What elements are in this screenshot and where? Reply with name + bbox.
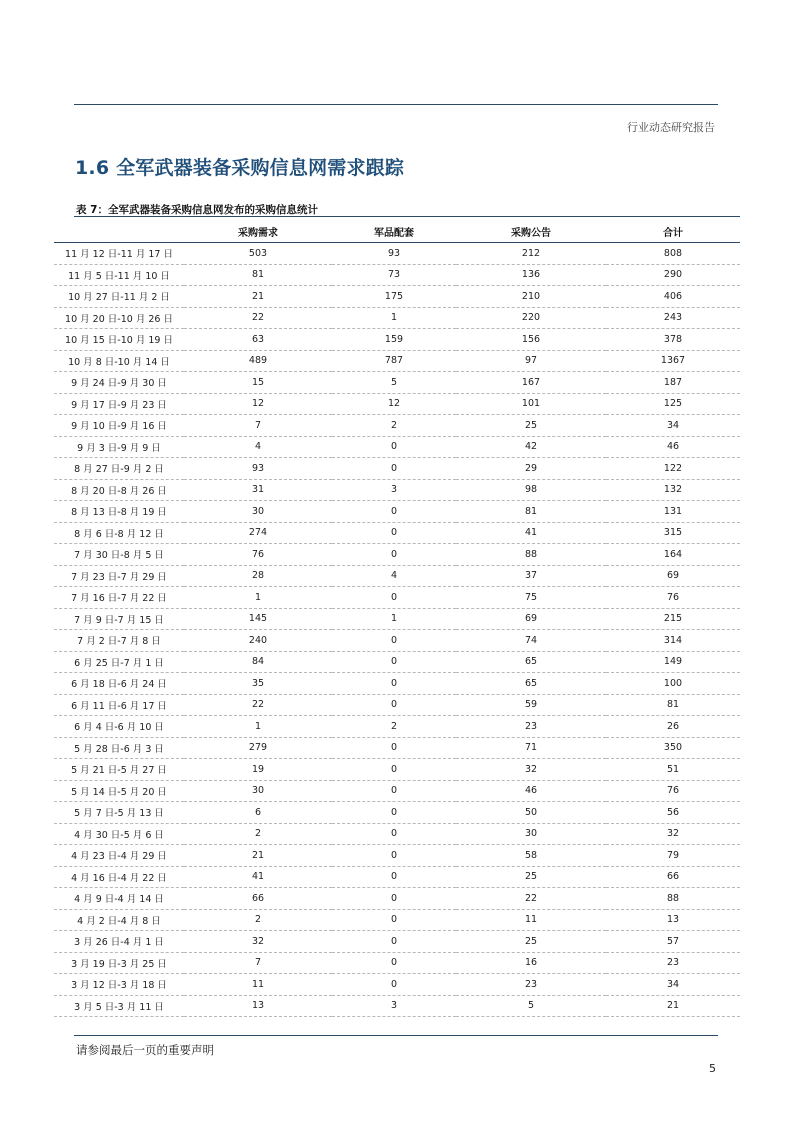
period-cell: 6 月 18 日-6 月 24 日 bbox=[54, 673, 184, 695]
announcement-cell: 25 bbox=[456, 415, 606, 437]
column-header-supporting: 军品配套 bbox=[332, 220, 456, 243]
announcement-cell: 37 bbox=[456, 565, 606, 587]
supporting-cell: 0 bbox=[332, 737, 456, 759]
supporting-cell: 0 bbox=[332, 974, 456, 996]
total-cell: 808 bbox=[606, 243, 740, 265]
total-cell: 315 bbox=[606, 522, 740, 544]
supporting-cell: 0 bbox=[332, 845, 456, 867]
table-row bbox=[54, 243, 740, 265]
supporting-cell: 0 bbox=[332, 888, 456, 910]
announcement-cell: 69 bbox=[456, 608, 606, 630]
table-row bbox=[54, 651, 740, 673]
demand-cell: 11 bbox=[184, 974, 332, 996]
total-cell: 88 bbox=[606, 888, 740, 910]
period-cell: 9 月 17 日-9 月 23 日 bbox=[54, 393, 184, 415]
table-row bbox=[54, 458, 740, 480]
announcement-cell: 50 bbox=[456, 802, 606, 824]
supporting-cell: 12 bbox=[332, 393, 456, 415]
supporting-cell: 0 bbox=[332, 866, 456, 888]
table-row bbox=[54, 329, 740, 351]
period-cell: 3 月 26 日-4 月 1 日 bbox=[54, 931, 184, 953]
period-cell: 7 月 2 日-7 月 8 日 bbox=[54, 630, 184, 652]
table-row bbox=[54, 995, 740, 1017]
total-cell: 350 bbox=[606, 737, 740, 759]
demand-cell: 31 bbox=[184, 479, 332, 501]
total-cell: 187 bbox=[606, 372, 740, 394]
period-cell: 7 月 9 日-7 月 15 日 bbox=[54, 608, 184, 630]
period-cell: 7 月 30 日-8 月 5 日 bbox=[54, 544, 184, 566]
column-header-total: 合计 bbox=[606, 220, 740, 243]
announcement-cell: 32 bbox=[456, 759, 606, 781]
demand-cell: 12 bbox=[184, 393, 332, 415]
announcement-cell: 25 bbox=[456, 866, 606, 888]
total-cell: 290 bbox=[606, 264, 740, 286]
total-cell: 132 bbox=[606, 479, 740, 501]
announcement-cell: 156 bbox=[456, 329, 606, 351]
table-row bbox=[54, 608, 740, 630]
announcement-cell: 98 bbox=[456, 479, 606, 501]
period-cell: 4 月 23 日-4 月 29 日 bbox=[54, 845, 184, 867]
total-cell: 314 bbox=[606, 630, 740, 652]
period-cell: 8 月 6 日-8 月 12 日 bbox=[54, 522, 184, 544]
announcement-cell: 59 bbox=[456, 694, 606, 716]
table-row bbox=[54, 909, 740, 931]
total-cell: 51 bbox=[606, 759, 740, 781]
table-body bbox=[54, 243, 740, 1017]
table-row bbox=[54, 565, 740, 587]
demand-cell: 145 bbox=[184, 608, 332, 630]
supporting-cell: 0 bbox=[332, 780, 456, 802]
period-cell: 6 月 4 日-6 月 10 日 bbox=[54, 716, 184, 738]
table-row bbox=[54, 544, 740, 566]
table-row bbox=[54, 436, 740, 458]
period-cell: 4 月 2 日-4 月 8 日 bbox=[54, 909, 184, 931]
table-row bbox=[54, 372, 740, 394]
total-cell: 215 bbox=[606, 608, 740, 630]
announcement-cell: 58 bbox=[456, 845, 606, 867]
section-title: 1.6 全军武器装备采购信息网需求跟踪 bbox=[75, 157, 405, 179]
table-row bbox=[54, 264, 740, 286]
total-cell: 243 bbox=[606, 307, 740, 329]
total-cell: 122 bbox=[606, 458, 740, 480]
supporting-cell: 0 bbox=[332, 952, 456, 974]
period-cell: 11 月 12 日-11 月 17 日 bbox=[54, 243, 184, 265]
table-row bbox=[54, 802, 740, 824]
demand-cell: 22 bbox=[184, 307, 332, 329]
total-cell: 32 bbox=[606, 823, 740, 845]
demand-cell: 489 bbox=[184, 350, 332, 372]
total-cell: 81 bbox=[606, 694, 740, 716]
demand-cell: 274 bbox=[184, 522, 332, 544]
period-cell: 8 月 13 日-8 月 19 日 bbox=[54, 501, 184, 523]
period-cell: 6 月 11 日-6 月 17 日 bbox=[54, 694, 184, 716]
period-cell: 4 月 30 日-5 月 6 日 bbox=[54, 823, 184, 845]
demand-cell: 13 bbox=[184, 995, 332, 1017]
period-cell: 5 月 14 日-5 月 20 日 bbox=[54, 780, 184, 802]
demand-cell: 4 bbox=[184, 436, 332, 458]
supporting-cell: 2 bbox=[332, 716, 456, 738]
disclaimer-text: 请参阅最后一页的重要声明 bbox=[76, 1043, 214, 1057]
table-row bbox=[54, 974, 740, 996]
announcement-cell: 25 bbox=[456, 931, 606, 953]
supporting-cell: 1 bbox=[332, 307, 456, 329]
table-row bbox=[54, 737, 740, 759]
procurement-table bbox=[54, 220, 740, 1017]
supporting-cell: 0 bbox=[332, 630, 456, 652]
supporting-cell: 0 bbox=[332, 522, 456, 544]
demand-cell: 81 bbox=[184, 264, 332, 286]
table-row bbox=[54, 823, 740, 845]
demand-cell: 93 bbox=[184, 458, 332, 480]
demand-cell: 503 bbox=[184, 243, 332, 265]
total-cell: 46 bbox=[606, 436, 740, 458]
demand-cell: 35 bbox=[184, 673, 332, 695]
announcement-cell: 71 bbox=[456, 737, 606, 759]
period-cell: 5 月 28 日-6 月 3 日 bbox=[54, 737, 184, 759]
announcement-cell: 22 bbox=[456, 888, 606, 910]
announcement-cell: 46 bbox=[456, 780, 606, 802]
total-cell: 56 bbox=[606, 802, 740, 824]
demand-cell: 30 bbox=[184, 780, 332, 802]
table-row bbox=[54, 479, 740, 501]
announcement-cell: 136 bbox=[456, 264, 606, 286]
demand-cell: 63 bbox=[184, 329, 332, 351]
supporting-cell: 0 bbox=[332, 909, 456, 931]
demand-cell: 22 bbox=[184, 694, 332, 716]
table-header-row bbox=[54, 220, 740, 243]
demand-cell: 84 bbox=[184, 651, 332, 673]
demand-cell: 6 bbox=[184, 802, 332, 824]
caption-rule bbox=[74, 216, 740, 217]
total-cell: 76 bbox=[606, 780, 740, 802]
announcement-cell: 97 bbox=[456, 350, 606, 372]
total-cell: 13 bbox=[606, 909, 740, 931]
table-row bbox=[54, 393, 740, 415]
announcement-cell: 210 bbox=[456, 286, 606, 308]
table-row bbox=[54, 716, 740, 738]
table-row bbox=[54, 888, 740, 910]
period-cell: 7 月 16 日-7 月 22 日 bbox=[54, 587, 184, 609]
period-cell: 4 月 16 日-4 月 22 日 bbox=[54, 866, 184, 888]
table-row bbox=[54, 931, 740, 953]
period-cell: 9 月 24 日-9 月 30 日 bbox=[54, 372, 184, 394]
column-header-demand: 采购需求 bbox=[184, 220, 332, 243]
announcement-cell: 29 bbox=[456, 458, 606, 480]
period-cell: 10 月 15 日-10 月 19 日 bbox=[54, 329, 184, 351]
period-cell: 9 月 3 日-9 月 9 日 bbox=[54, 436, 184, 458]
period-cell: 9 月 10 日-9 月 16 日 bbox=[54, 415, 184, 437]
supporting-cell: 159 bbox=[332, 329, 456, 351]
total-cell: 23 bbox=[606, 952, 740, 974]
total-cell: 57 bbox=[606, 931, 740, 953]
demand-cell: 32 bbox=[184, 931, 332, 953]
period-cell: 5 月 7 日-5 月 13 日 bbox=[54, 802, 184, 824]
announcement-cell: 167 bbox=[456, 372, 606, 394]
period-cell: 3 月 12 日-3 月 18 日 bbox=[54, 974, 184, 996]
supporting-cell: 0 bbox=[332, 694, 456, 716]
announcement-cell: 23 bbox=[456, 716, 606, 738]
announcement-cell: 65 bbox=[456, 651, 606, 673]
supporting-cell: 3 bbox=[332, 479, 456, 501]
demand-cell: 19 bbox=[184, 759, 332, 781]
announcement-cell: 30 bbox=[456, 823, 606, 845]
period-cell: 10 月 8 日-10 月 14 日 bbox=[54, 350, 184, 372]
total-cell: 79 bbox=[606, 845, 740, 867]
table-row bbox=[54, 780, 740, 802]
total-cell: 26 bbox=[606, 716, 740, 738]
announcement-cell: 16 bbox=[456, 952, 606, 974]
table-row bbox=[54, 759, 740, 781]
supporting-cell: 93 bbox=[332, 243, 456, 265]
total-cell: 69 bbox=[606, 565, 740, 587]
demand-cell: 66 bbox=[184, 888, 332, 910]
supporting-cell: 0 bbox=[332, 931, 456, 953]
supporting-cell: 3 bbox=[332, 995, 456, 1017]
supporting-cell: 787 bbox=[332, 350, 456, 372]
table-row bbox=[54, 286, 740, 308]
table-row bbox=[54, 630, 740, 652]
total-cell: 34 bbox=[606, 415, 740, 437]
total-cell: 21 bbox=[606, 995, 740, 1017]
demand-cell: 30 bbox=[184, 501, 332, 523]
total-cell: 66 bbox=[606, 866, 740, 888]
period-cell: 7 月 23 日-7 月 29 日 bbox=[54, 565, 184, 587]
period-cell: 4 月 9 日-4 月 14 日 bbox=[54, 888, 184, 910]
demand-cell: 28 bbox=[184, 565, 332, 587]
demand-cell: 7 bbox=[184, 952, 332, 974]
demand-cell: 1 bbox=[184, 716, 332, 738]
supporting-cell: 0 bbox=[332, 544, 456, 566]
total-cell: 149 bbox=[606, 651, 740, 673]
supporting-cell: 0 bbox=[332, 458, 456, 480]
demand-cell: 21 bbox=[184, 286, 332, 308]
total-cell: 131 bbox=[606, 501, 740, 523]
total-cell: 406 bbox=[606, 286, 740, 308]
announcement-cell: 101 bbox=[456, 393, 606, 415]
period-cell: 11 月 5 日-11 月 10 日 bbox=[54, 264, 184, 286]
announcement-cell: 74 bbox=[456, 630, 606, 652]
table-row bbox=[54, 866, 740, 888]
supporting-cell: 0 bbox=[332, 651, 456, 673]
supporting-cell: 5 bbox=[332, 372, 456, 394]
demand-cell: 2 bbox=[184, 909, 332, 931]
total-cell: 100 bbox=[606, 673, 740, 695]
announcement-cell: 75 bbox=[456, 587, 606, 609]
page-number: 5 bbox=[709, 1062, 716, 1075]
period-cell: 10 月 27 日-11 月 2 日 bbox=[54, 286, 184, 308]
demand-cell: 21 bbox=[184, 845, 332, 867]
supporting-cell: 0 bbox=[332, 823, 456, 845]
supporting-cell: 0 bbox=[332, 673, 456, 695]
column-header-period bbox=[54, 220, 184, 243]
table-row bbox=[54, 501, 740, 523]
demand-cell: 41 bbox=[184, 866, 332, 888]
report-type-label: 行业动态研究报告 bbox=[627, 121, 715, 134]
period-cell: 3 月 5 日-3 月 11 日 bbox=[54, 995, 184, 1017]
demand-cell: 7 bbox=[184, 415, 332, 437]
supporting-cell: 73 bbox=[332, 264, 456, 286]
announcement-cell: 41 bbox=[456, 522, 606, 544]
announcement-cell: 81 bbox=[456, 501, 606, 523]
demand-cell: 240 bbox=[184, 630, 332, 652]
announcement-cell: 42 bbox=[456, 436, 606, 458]
table-row bbox=[54, 522, 740, 544]
table-row bbox=[54, 845, 740, 867]
total-cell: 34 bbox=[606, 974, 740, 996]
period-cell: 3 月 19 日-3 月 25 日 bbox=[54, 952, 184, 974]
footer-rule bbox=[74, 1035, 718, 1036]
period-cell: 10 月 20 日-10 月 26 日 bbox=[54, 307, 184, 329]
total-cell: 1367 bbox=[606, 350, 740, 372]
table-row bbox=[54, 350, 740, 372]
period-cell: 8 月 27 日-9 月 2 日 bbox=[54, 458, 184, 480]
announcement-cell: 65 bbox=[456, 673, 606, 695]
announcement-cell: 88 bbox=[456, 544, 606, 566]
demand-cell: 76 bbox=[184, 544, 332, 566]
supporting-cell: 175 bbox=[332, 286, 456, 308]
supporting-cell: 0 bbox=[332, 501, 456, 523]
announcement-cell: 11 bbox=[456, 909, 606, 931]
total-cell: 164 bbox=[606, 544, 740, 566]
supporting-cell: 0 bbox=[332, 436, 456, 458]
total-cell: 378 bbox=[606, 329, 740, 351]
supporting-cell: 0 bbox=[332, 802, 456, 824]
table-row bbox=[54, 694, 740, 716]
supporting-cell: 0 bbox=[332, 587, 456, 609]
demand-cell: 15 bbox=[184, 372, 332, 394]
period-cell: 6 月 25 日-7 月 1 日 bbox=[54, 651, 184, 673]
period-cell: 5 月 21 日-5 月 27 日 bbox=[54, 759, 184, 781]
table-row bbox=[54, 673, 740, 695]
period-cell: 8 月 20 日-8 月 26 日 bbox=[54, 479, 184, 501]
table-caption: 表 7：全军武器装备采购信息网发布的采购信息统计 bbox=[76, 204, 318, 216]
announcement-cell: 212 bbox=[456, 243, 606, 265]
supporting-cell: 0 bbox=[332, 759, 456, 781]
demand-cell: 1 bbox=[184, 587, 332, 609]
announcement-cell: 220 bbox=[456, 307, 606, 329]
total-cell: 76 bbox=[606, 587, 740, 609]
table-row bbox=[54, 952, 740, 974]
announcement-cell: 23 bbox=[456, 974, 606, 996]
supporting-cell: 4 bbox=[332, 565, 456, 587]
table-row bbox=[54, 307, 740, 329]
table-row bbox=[54, 587, 740, 609]
demand-cell: 279 bbox=[184, 737, 332, 759]
column-header-announcement: 采购公告 bbox=[456, 220, 606, 243]
supporting-cell: 1 bbox=[332, 608, 456, 630]
supporting-cell: 2 bbox=[332, 415, 456, 437]
table-row bbox=[54, 415, 740, 437]
announcement-cell: 5 bbox=[456, 995, 606, 1017]
demand-cell: 2 bbox=[184, 823, 332, 845]
total-cell: 125 bbox=[606, 393, 740, 415]
header-rule bbox=[74, 104, 718, 105]
